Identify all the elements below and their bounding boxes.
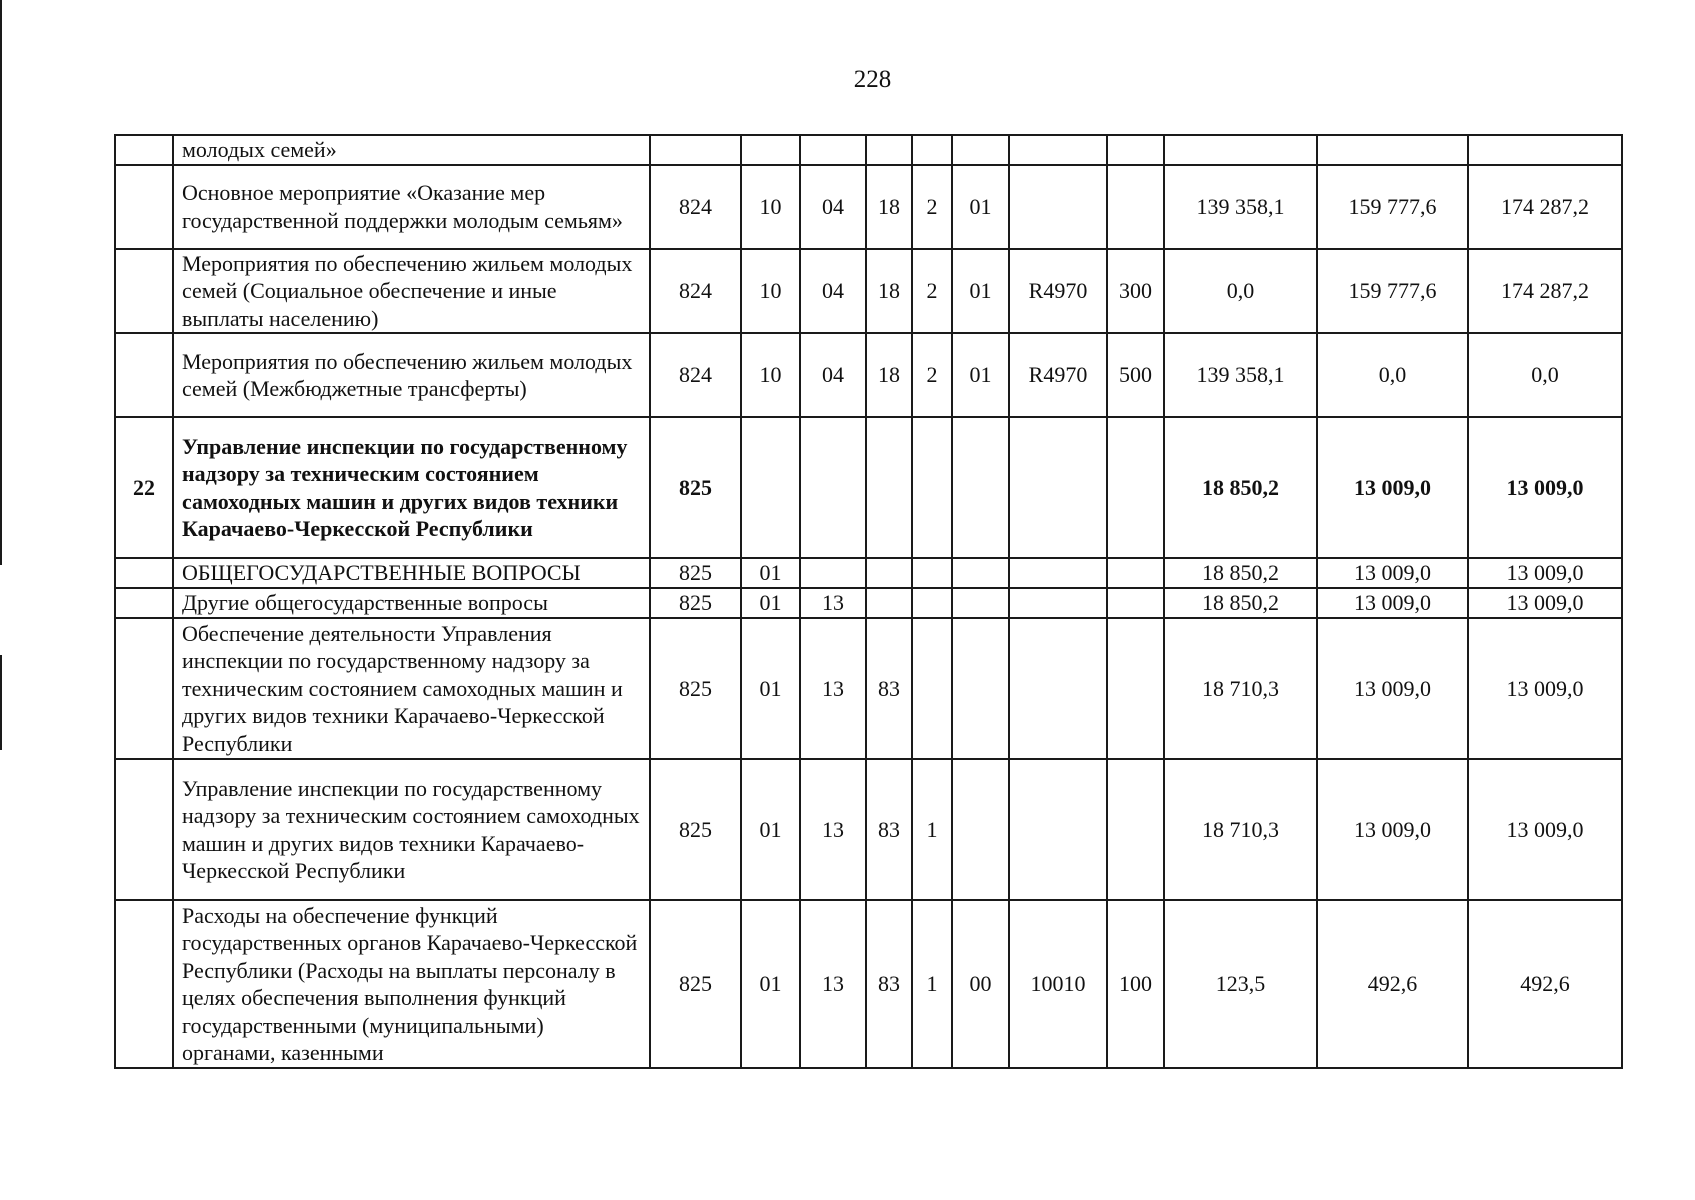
- row-number-cell: [115, 249, 173, 334]
- table-row: [115, 618, 1622, 759]
- rz-code-cell: 01: [741, 900, 800, 1068]
- amount-cell-1: 18 710,3: [1164, 759, 1317, 900]
- direction-code-cell: [1009, 558, 1107, 588]
- activity-code-cell: [952, 588, 1009, 618]
- amount-cell-2: 13 009,0: [1317, 417, 1468, 558]
- item-name-cell: Мероприятия по обеспечению жильем молодых семей (Социальное обеспечение и иные выплаты населению): [173, 249, 650, 334]
- rz-code-cell: 01: [741, 618, 800, 759]
- table-row: [115, 417, 1622, 558]
- program-code-cell: [866, 135, 912, 165]
- item-name-cell: Расходы на обеспечение функций государственных органов Карачаево-Черкесской Республики (Расходы на выплаты персоналу в целях обеспечения выполнения функций государственными (муниципальными) органами, казенными: [173, 900, 650, 1068]
- activity-code-cell: [952, 558, 1009, 588]
- scan-edge-line: [0, 655, 2, 750]
- pr-code-cell: [800, 135, 866, 165]
- rz-code-cell: 10: [741, 165, 800, 249]
- amount-cell-3: [1468, 135, 1622, 165]
- item-name-cell: Основное мероприятие «Оказание мер государственной поддержки молодым семьям»: [173, 165, 650, 249]
- item-name-cell: Другие общегосударственные вопросы: [173, 588, 650, 618]
- amount-cell-3: 13 009,0: [1468, 558, 1622, 588]
- pr-code-cell: 13: [800, 900, 866, 1068]
- expense-type-cell: [1107, 558, 1164, 588]
- table-row: [115, 759, 1622, 900]
- row-number-cell: [115, 900, 173, 1068]
- activity-code-cell: 01: [952, 249, 1009, 334]
- program-code-cell: [866, 417, 912, 558]
- subprogram-code-cell: 2: [912, 165, 952, 249]
- gr-code-cell: 825: [650, 759, 741, 900]
- amount-cell-1: 123,5: [1164, 900, 1317, 1068]
- amount-cell-1: 139 358,1: [1164, 333, 1317, 417]
- rz-code-cell: 01: [741, 558, 800, 588]
- row-number-cell: [115, 759, 173, 900]
- expense-type-cell: [1107, 588, 1164, 618]
- item-name-cell: Управление инспекции по государственному надзору за техническим состоянием самоходных машин и других видов техники Карачаево-Черкесской Республики: [173, 759, 650, 900]
- amount-cell-2: 492,6: [1317, 900, 1468, 1068]
- gr-code-cell: 825: [650, 618, 741, 759]
- row-number-cell: 22: [115, 417, 173, 558]
- expense-type-cell: 100: [1107, 900, 1164, 1068]
- rz-code-cell: 01: [741, 588, 800, 618]
- amount-cell-2: 159 777,6: [1317, 165, 1468, 249]
- gr-code-cell: 825: [650, 588, 741, 618]
- direction-code-cell: [1009, 618, 1107, 759]
- amount-cell-2: 159 777,6: [1317, 249, 1468, 334]
- amount-cell-3: 0,0: [1468, 333, 1622, 417]
- amount-cell-3: 13 009,0: [1468, 618, 1622, 759]
- amount-cell-2: [1317, 135, 1468, 165]
- expense-type-cell: [1107, 417, 1164, 558]
- row-number-cell: [115, 135, 173, 165]
- rz-code-cell: [741, 135, 800, 165]
- subprogram-code-cell: 2: [912, 249, 952, 334]
- item-name-cell: Управление инспекции по государственному надзору за техническим состоянием самоходных машин и других видов техники Карачаево-Черкесской Республики: [173, 417, 650, 558]
- row-number-cell: [115, 588, 173, 618]
- activity-code-cell: 00: [952, 900, 1009, 1068]
- direction-code-cell: [1009, 165, 1107, 249]
- item-name-cell: Обеспечение деятельности Управления инспекции по государственному надзору за техническим состоянием самоходных машин и других видов техники Карачаево-Черкесской Республики: [173, 618, 650, 759]
- direction-code-cell: R4970: [1009, 249, 1107, 334]
- rz-code-cell: 01: [741, 759, 800, 900]
- expense-type-cell: [1107, 165, 1164, 249]
- item-name-cell: Мероприятия по обеспечению жильем молодых семей (Межбюджетные трансферты): [173, 333, 650, 417]
- amount-cell-1: 18 850,2: [1164, 417, 1317, 558]
- subprogram-code-cell: [912, 618, 952, 759]
- table-row: [115, 588, 1622, 618]
- activity-code-cell: [952, 135, 1009, 165]
- table-row: [115, 900, 1622, 1068]
- pr-code-cell: 13: [800, 618, 866, 759]
- gr-code-cell: 824: [650, 249, 741, 334]
- subprogram-code-cell: [912, 417, 952, 558]
- expense-type-cell: [1107, 618, 1164, 759]
- item-name-cell: ОБЩЕГОСУДАРСТВЕННЫЕ ВОПРОСЫ: [173, 558, 650, 588]
- gr-code-cell: 825: [650, 417, 741, 558]
- rz-code-cell: 10: [741, 249, 800, 334]
- item-name-cell: молодых семей»: [173, 135, 650, 165]
- amount-cell-2: 13 009,0: [1317, 759, 1468, 900]
- gr-code-cell: 825: [650, 900, 741, 1068]
- amount-cell-1: 139 358,1: [1164, 165, 1317, 249]
- direction-code-cell: [1009, 759, 1107, 900]
- activity-code-cell: 01: [952, 165, 1009, 249]
- program-code-cell: [866, 588, 912, 618]
- pr-code-cell: 04: [800, 249, 866, 334]
- program-code-cell: 83: [866, 759, 912, 900]
- amount-cell-2: 13 009,0: [1317, 618, 1468, 759]
- table-row: [115, 165, 1622, 249]
- pr-code-cell: 13: [800, 759, 866, 900]
- budget-table: [114, 134, 1623, 1069]
- program-code-cell: [866, 558, 912, 588]
- rz-code-cell: 10: [741, 333, 800, 417]
- subprogram-code-cell: [912, 588, 952, 618]
- row-number-cell: [115, 558, 173, 588]
- page-number: 228: [853, 66, 892, 93]
- program-code-cell: 83: [866, 618, 912, 759]
- expense-type-cell: [1107, 135, 1164, 165]
- pr-code-cell: [800, 417, 866, 558]
- program-code-cell: 18: [866, 249, 912, 334]
- subprogram-code-cell: 1: [912, 759, 952, 900]
- table-row: [115, 333, 1622, 417]
- amount-cell-3: 13 009,0: [1468, 759, 1622, 900]
- amount-cell-1: 18 850,2: [1164, 558, 1317, 588]
- program-code-cell: 18: [866, 333, 912, 417]
- direction-code-cell: R4970: [1009, 333, 1107, 417]
- table-row: [115, 135, 1622, 165]
- pr-code-cell: [800, 558, 866, 588]
- row-number-cell: [115, 165, 173, 249]
- subprogram-code-cell: [912, 558, 952, 588]
- amount-cell-1: 0,0: [1164, 249, 1317, 334]
- amount-cell-3: 13 009,0: [1468, 417, 1622, 558]
- table-row: [115, 558, 1622, 588]
- subprogram-code-cell: 2: [912, 333, 952, 417]
- rz-code-cell: [741, 417, 800, 558]
- direction-code-cell: [1009, 417, 1107, 558]
- direction-code-cell: 10010: [1009, 900, 1107, 1068]
- amount-cell-3: 492,6: [1468, 900, 1622, 1068]
- amount-cell-2: 0,0: [1317, 333, 1468, 417]
- activity-code-cell: [952, 417, 1009, 558]
- gr-code-cell: 824: [650, 165, 741, 249]
- program-code-cell: 18: [866, 165, 912, 249]
- expense-type-cell: [1107, 759, 1164, 900]
- amount-cell-2: 13 009,0: [1317, 558, 1468, 588]
- expense-type-cell: 300: [1107, 249, 1164, 334]
- activity-code-cell: [952, 618, 1009, 759]
- amount-cell-3: 174 287,2: [1468, 249, 1622, 334]
- row-number-cell: [115, 333, 173, 417]
- pr-code-cell: 04: [800, 165, 866, 249]
- amount-cell-3: 174 287,2: [1468, 165, 1622, 249]
- row-number-cell: [115, 618, 173, 759]
- expense-type-cell: 500: [1107, 333, 1164, 417]
- activity-code-cell: [952, 759, 1009, 900]
- subprogram-code-cell: [912, 135, 952, 165]
- pr-code-cell: 04: [800, 333, 866, 417]
- amount-cell-1: [1164, 135, 1317, 165]
- gr-code-cell: 824: [650, 333, 741, 417]
- gr-code-cell: 825: [650, 558, 741, 588]
- direction-code-cell: [1009, 588, 1107, 618]
- amount-cell-1: 18 710,3: [1164, 618, 1317, 759]
- direction-code-cell: [1009, 135, 1107, 165]
- gr-code-cell: [650, 135, 741, 165]
- pr-code-cell: 13: [800, 588, 866, 618]
- amount-cell-3: 13 009,0: [1468, 588, 1622, 618]
- activity-code-cell: 01: [952, 333, 1009, 417]
- table-row: [115, 249, 1622, 334]
- amount-cell-2: 13 009,0: [1317, 588, 1468, 618]
- program-code-cell: 83: [866, 900, 912, 1068]
- subprogram-code-cell: 1: [912, 900, 952, 1068]
- amount-cell-1: 18 850,2: [1164, 588, 1317, 618]
